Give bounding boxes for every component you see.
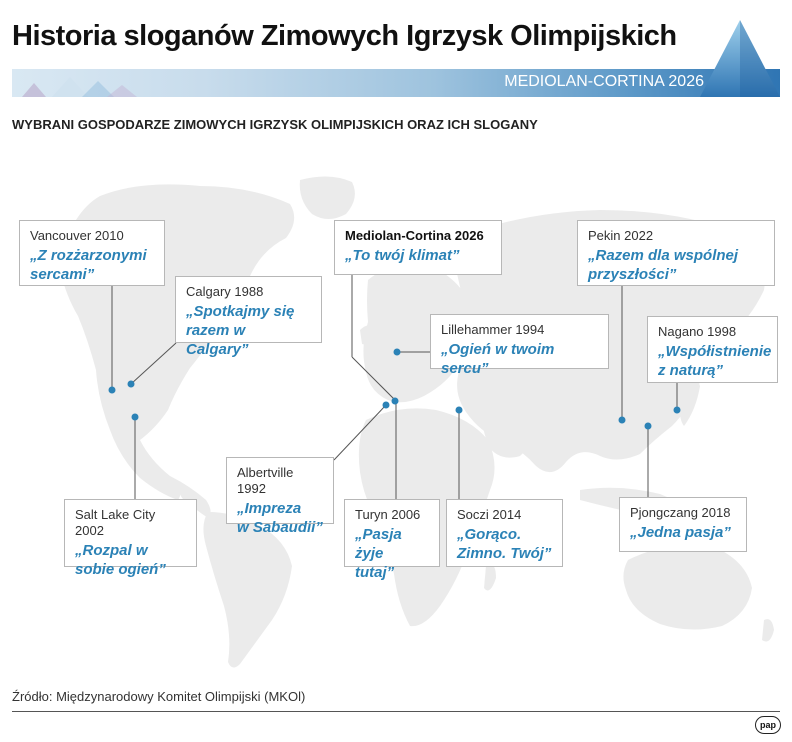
host-slogan: „Współistnienie z naturą” [658,343,772,379]
dot-salt-lake-city [132,414,139,421]
host-city: Salt Lake City 2002 [75,507,156,538]
page-title: Historia sloganów Zimowych Igrzysk Olimpijskich [12,20,677,52]
dot-lillehammer [394,349,401,356]
dot-mediolan-cortina [392,398,399,405]
host-card-soczi [446,499,563,567]
host-city: Lillehammer 1994 [441,322,545,337]
host-card-mediolan-cortina [334,220,502,275]
host-card-pekin [577,220,775,286]
host-card-salt-lake-city [64,499,197,578]
banner-text: MEDIOLAN-CORTINA 2026 [504,73,704,90]
host-slogan: „Pasja żyje tutaj” [355,526,402,581]
dot-nagano [674,407,681,414]
host-slogan: „Impreza w Sabaudii” [237,500,323,536]
host-city: Vancouver 2010 [30,228,124,243]
host-slogan: „Jedna pasja” [630,524,731,541]
pap-logo: pap [755,716,781,734]
host-city: Pjongczang 2018 [630,505,731,520]
host-card-albertville [226,457,334,536]
host-slogan: „Razem dla wspólnej przyszłości” [588,247,739,283]
host-card-vancouver [19,220,165,286]
host-city: Nagano 1998 [658,324,737,339]
host-city: Albertville 1992 [237,465,294,496]
section-subtitle: WYBRANI GOSPODARZE ZIMOWYCH IGRZYSK OLIMPIJSKICH ORAZ ICH SLOGANY [12,117,538,132]
host-card-lillehammer [430,314,609,377]
host-card-turyn [344,499,440,581]
dot-albertville [383,402,390,409]
host-card-nagano [647,316,778,383]
dot-soczi [456,407,463,414]
host-city: Calgary 1988 [186,284,264,299]
host-slogan: „Gorąco. Zimno. Twój” [457,526,552,562]
host-slogan: „Ogień w twoim sercu” [441,341,555,377]
host-slogan: „Rozpal w sobie ogień” [75,542,166,578]
host-city: Mediolan-Cortina 2026 [345,228,484,243]
host-card-pjongczang [619,497,747,552]
host-slogan: „To twój klimat” [345,247,460,264]
host-city: Pekin 2022 [588,228,654,243]
dot-pjongczang [645,423,652,430]
host-slogan: „Z rozżarzonymi sercami” [30,247,147,283]
host-slogan: „Spotkajmy się razem w Calgary” [186,303,295,358]
host-city: Turyn 2006 [355,507,421,522]
host-city: Soczi 2014 [457,507,522,522]
source-note: Źródło: Międzynarodowy Komitet Olimpijski (MKOl) [12,689,306,704]
dot-pekin [619,417,626,424]
footer-divider [12,711,780,712]
dot-calgary [128,381,135,388]
host-card-calgary [175,276,322,358]
dot-vancouver [109,387,116,394]
